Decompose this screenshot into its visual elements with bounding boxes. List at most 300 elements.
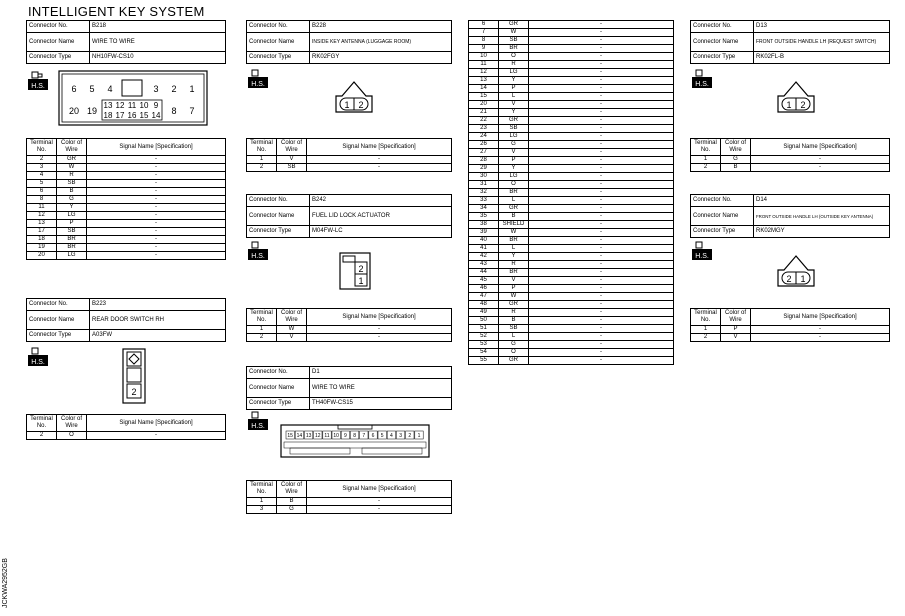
table-row: [691, 334, 890, 342]
signal-name-cell: -: [87, 156, 226, 164]
pin-15: 15: [139, 111, 149, 120]
wire-color-cell: R: [499, 261, 529, 269]
connector-type-value: RK02FGY: [310, 52, 452, 64]
signal-name-cell: -: [529, 197, 674, 205]
terminal-no-cell: 31: [469, 181, 499, 189]
terminal-no-cell: 6: [469, 21, 499, 29]
signal-name-cell: -: [87, 212, 226, 220]
wire-color-cell: G: [721, 156, 751, 164]
terminal-no-cell: 14: [469, 85, 499, 93]
terminal-no-cell: 45: [469, 277, 499, 285]
wire-color-cell: SB: [499, 325, 529, 333]
terminal-no-cell: 54: [469, 349, 499, 357]
wire-color-cell: W: [499, 29, 529, 37]
pin-2: 2: [786, 274, 792, 284]
table-row: [469, 77, 674, 85]
wire-color-cell: G: [57, 196, 87, 204]
wire-color-cell: V: [499, 277, 529, 285]
signal-name-cell: -: [529, 277, 674, 285]
header-color-of-wire: Color of Wire: [721, 139, 751, 156]
table-row: [469, 277, 674, 285]
table-row: [469, 309, 674, 317]
table-row: [469, 117, 674, 125]
terminal-no-cell: 28: [469, 157, 499, 165]
signal-name-cell: -: [529, 125, 674, 133]
signal-name-cell: -: [529, 253, 674, 261]
signal-name-cell: -: [529, 173, 674, 181]
signal-name-cell: -: [529, 325, 674, 333]
terminal-no-cell: 3: [247, 506, 277, 514]
signal-name-cell: -: [529, 221, 674, 229]
wire-color-cell: V: [721, 334, 751, 342]
terminal-no-cell: 9: [469, 45, 499, 53]
connector-face-b223: [122, 348, 146, 404]
terminal-table-b228: [246, 138, 452, 172]
signal-name-cell: -: [87, 432, 226, 440]
table-row: [469, 149, 674, 157]
signal-name-cell: -: [529, 37, 674, 45]
table-row: [469, 333, 674, 341]
wire-color-cell: LG: [57, 252, 87, 260]
connector-type-value: TH40FW-CS15: [310, 398, 452, 410]
connector-info-b218: [26, 20, 226, 64]
terminal-no-cell: 13: [469, 77, 499, 85]
table-row: [691, 156, 890, 164]
signal-name-cell: -: [307, 326, 452, 334]
signal-name-cell: -: [529, 349, 674, 357]
header-signal-name: Signal Name [Specification]: [307, 309, 452, 326]
table-row: [469, 37, 674, 45]
signal-name-cell: -: [87, 188, 226, 196]
header-terminal-no: Terminal No.: [27, 139, 57, 156]
label-connector-name: Connector Name: [247, 33, 310, 52]
terminal-no-cell: 43: [469, 261, 499, 269]
connector-name-value: FRONT OUTSIDE HANDLE LH (OUTSIDE KEY ANTENNA): [754, 207, 890, 226]
connector-name-value: WIRE TO WIRE: [90, 33, 226, 52]
signal-name-cell: -: [307, 498, 452, 506]
wire-color-cell: P: [499, 85, 529, 93]
signal-name-cell: -: [529, 85, 674, 93]
signal-name-cell: -: [529, 317, 674, 325]
terminal-no-cell: 11: [469, 61, 499, 69]
connector-name-value: INSIDE KEY ANTENNA (LUGGAGE ROOM): [310, 33, 452, 52]
table-row: [247, 164, 452, 172]
signal-name-cell: -: [529, 341, 674, 349]
pin-1: 1: [344, 100, 350, 110]
label-connector-no: Connector No.: [691, 21, 754, 33]
terminal-no-cell: 10: [469, 53, 499, 61]
terminal-no-cell: 41: [469, 245, 499, 253]
signal-name-cell: -: [529, 109, 674, 117]
wire-color-cell: GR: [499, 301, 529, 309]
wire-color-cell: BR: [499, 45, 529, 53]
terminal-no-cell: 17: [27, 228, 57, 236]
signal-name-cell: -: [529, 237, 674, 245]
signal-name-cell: -: [529, 333, 674, 341]
label-connector-no: Connector No.: [247, 195, 310, 207]
terminal-no-cell: 33: [469, 197, 499, 205]
signal-name-cell: -: [87, 204, 226, 212]
table-row: [469, 189, 674, 197]
terminal-no-cell: 2: [247, 334, 277, 342]
hs-icon-label: H.S.: [695, 81, 709, 88]
signal-name-cell: -: [529, 213, 674, 221]
wire-color-cell: P: [499, 285, 529, 293]
table-row: [27, 220, 226, 228]
signal-name-cell: -: [529, 29, 674, 37]
label-connector-type: Connector Type: [691, 52, 754, 64]
signal-name-cell: -: [529, 149, 674, 157]
signal-name-cell: -: [529, 261, 674, 269]
signal-name-cell: -: [307, 164, 452, 172]
pin-4: 4: [107, 84, 113, 94]
table-row: [469, 221, 674, 229]
terminal-no-cell: 34: [469, 205, 499, 213]
pin-2: 2: [171, 84, 177, 94]
table-row: [469, 317, 674, 325]
wire-color-cell: BR: [57, 244, 87, 252]
label-connector-type: Connector Type: [247, 226, 310, 238]
terminal-no-cell: 2: [691, 334, 721, 342]
wire-color-cell: BR: [57, 236, 87, 244]
wire-color-cell: LG: [499, 173, 529, 181]
terminal-no-cell: 18: [27, 236, 57, 244]
signal-name-cell: -: [529, 69, 674, 77]
table-row: [469, 245, 674, 253]
wire-color-cell: P: [721, 326, 751, 334]
pin-13: 13: [103, 101, 113, 110]
wire-color-cell: G: [499, 341, 529, 349]
wire-color-cell: Y: [499, 77, 529, 85]
wire-color-cell: W: [277, 326, 307, 334]
wire-color-cell: V: [499, 149, 529, 157]
terminal-no-cell: 15: [469, 93, 499, 101]
table-row: [691, 326, 890, 334]
table-row: [469, 85, 674, 93]
connector-face-b218: [58, 70, 208, 126]
wire-color-cell: O: [499, 181, 529, 189]
pin-19: 19: [86, 106, 98, 116]
header-signal-name: Signal Name [Specification]: [751, 309, 890, 326]
table-row: [469, 29, 674, 37]
terminal-no-cell: 20: [469, 101, 499, 109]
table-row: [469, 173, 674, 181]
signal-name-cell: -: [529, 269, 674, 277]
connector-face-d14: [776, 254, 816, 290]
signal-name-cell: -: [529, 157, 674, 165]
signal-name-cell: -: [87, 236, 226, 244]
terminal-no-cell: 48: [469, 301, 499, 309]
connector-name-value: FRONT OUTSIDE HANDLE LH (REQUEST SWITCH): [754, 33, 890, 52]
terminal-table-d13: [690, 138, 890, 172]
table-row: [27, 244, 226, 252]
connector-info-d14: [690, 194, 890, 238]
table-row: [27, 180, 226, 188]
connector-type-value: NH10FW-CS10: [90, 52, 226, 64]
table-row: [469, 325, 674, 333]
wire-color-cell: Y: [499, 165, 529, 173]
table-row: [469, 93, 674, 101]
table-row: [469, 101, 674, 109]
signal-name-cell: -: [529, 205, 674, 213]
wire-color-cell: LG: [499, 69, 529, 77]
pin-4: 4: [390, 433, 393, 439]
label-connector-no: Connector No.: [247, 367, 310, 379]
table-row: [469, 125, 674, 133]
wire-color-cell: BR: [499, 269, 529, 277]
signal-name-cell: -: [751, 334, 890, 342]
table-row: [27, 188, 226, 196]
signal-name-cell: -: [751, 164, 890, 172]
table-row: [691, 164, 890, 172]
wire-color-cell: O: [57, 432, 87, 440]
wire-color-cell: SB: [57, 180, 87, 188]
hs-icon-label: H.S.: [251, 81, 265, 88]
header-terminal-no: Terminal No.: [691, 139, 721, 156]
terminal-no-cell: 1: [247, 498, 277, 506]
wire-color-cell: P: [499, 157, 529, 165]
wire-color-cell: V: [277, 156, 307, 164]
hs-icon-label: H.S.: [31, 359, 45, 366]
terminal-no-cell: 51: [469, 325, 499, 333]
terminal-no-cell: 1: [247, 326, 277, 334]
hs-icon-label: H.S.: [31, 83, 45, 90]
table-row: [247, 334, 452, 342]
table-row: [469, 205, 674, 213]
connector-face-d13: [776, 80, 816, 116]
connector-info-d1: [246, 366, 452, 410]
wire-color-cell: BR: [499, 189, 529, 197]
table-row: [247, 326, 452, 334]
terminal-no-cell: 47: [469, 293, 499, 301]
table-row: [469, 61, 674, 69]
header-signal-name: Signal Name [Specification]: [87, 139, 226, 156]
wire-color-cell: SB: [499, 125, 529, 133]
wire-color-cell: GR: [499, 357, 529, 365]
terminal-no-cell: 29: [469, 165, 499, 173]
signal-name-cell: -: [87, 172, 226, 180]
table-row: [27, 204, 226, 212]
terminal-no-cell: 42: [469, 253, 499, 261]
pin-3: 3: [153, 84, 159, 94]
signal-name-cell: -: [307, 506, 452, 514]
connector-info-b242: [246, 194, 452, 238]
connector-no-value: D13: [754, 21, 890, 33]
terminal-no-cell: 2: [247, 164, 277, 172]
wire-color-cell: SB: [499, 37, 529, 45]
table-row: [469, 181, 674, 189]
wire-color-cell: GR: [499, 21, 529, 29]
wire-color-cell: R: [499, 61, 529, 69]
signal-name-cell: -: [529, 141, 674, 149]
header-color-of-wire: Color of Wire: [57, 139, 87, 156]
terminal-table-d1: [246, 480, 452, 514]
label-connector-name: Connector Name: [247, 207, 310, 226]
header-terminal-no: Terminal No.: [247, 139, 277, 156]
table-row: [469, 237, 674, 245]
terminal-no-cell: 38: [469, 221, 499, 229]
label-connector-no: Connector No.: [27, 21, 90, 33]
header-terminal-no: Terminal No.: [247, 481, 277, 498]
wire-color-cell: G: [499, 141, 529, 149]
header-signal-name: Signal Name [Specification]: [87, 415, 226, 432]
signal-name-cell: -: [87, 164, 226, 172]
terminal-table-d14: [690, 308, 890, 342]
connector-no-value: B228: [310, 21, 452, 33]
wire-color-cell: LG: [499, 133, 529, 141]
signal-name-cell: -: [87, 244, 226, 252]
hs-icon-label: H.S.: [695, 253, 709, 260]
wire-color-cell: B: [277, 498, 307, 506]
table-row: [469, 45, 674, 53]
hs-icon-label: H.S.: [251, 423, 265, 430]
connector-info-d13: [690, 20, 890, 64]
wire-color-cell: L: [499, 197, 529, 205]
pin-17: 17: [115, 111, 125, 120]
harness-side-icon: [28, 346, 48, 366]
pin-1: 1: [358, 276, 364, 286]
wire-color-cell: GR: [499, 117, 529, 125]
signal-name-cell: -: [529, 229, 674, 237]
wire-color-cell: B: [499, 317, 529, 325]
table-row: [27, 164, 226, 172]
wire-color-cell: L: [499, 245, 529, 253]
table-row: [469, 229, 674, 237]
signal-name-cell: -: [87, 180, 226, 188]
table-row: [469, 213, 674, 221]
terminal-no-cell: 49: [469, 309, 499, 317]
wire-color-cell: W: [499, 293, 529, 301]
label-connector-type: Connector Type: [247, 52, 310, 64]
table-row: [469, 69, 674, 77]
terminal-no-cell: 8: [469, 37, 499, 45]
terminal-no-cell: 23: [469, 125, 499, 133]
connector-face-d1: [280, 424, 430, 458]
pin-13: 13: [305, 433, 312, 439]
terminal-no-cell: 2: [27, 432, 57, 440]
signal-name-cell: -: [87, 196, 226, 204]
terminal-no-cell: 32: [469, 189, 499, 197]
pin-9: 9: [153, 101, 159, 110]
terminal-no-cell: 35: [469, 213, 499, 221]
wire-color-cell: Y: [57, 204, 87, 212]
table-row: [27, 156, 226, 164]
wire-color-cell: B: [57, 188, 87, 196]
table-row: [469, 133, 674, 141]
terminal-no-cell: 4: [27, 172, 57, 180]
pin-7: 7: [189, 106, 195, 116]
signal-name-cell: -: [529, 293, 674, 301]
signal-name-cell: -: [529, 21, 674, 29]
label-connector-name: Connector Name: [247, 379, 310, 398]
signal-name-cell: -: [529, 61, 674, 69]
table-row: [469, 269, 674, 277]
connector-name-value: FUEL LID LOCK ACTUATOR: [310, 207, 452, 226]
label-connector-name: Connector Name: [691, 207, 754, 226]
wire-color-cell: R: [499, 309, 529, 317]
pin-7: 7: [362, 433, 366, 439]
table-row: [469, 253, 674, 261]
pin-8: 8: [171, 106, 177, 116]
terminal-no-cell: 3: [27, 164, 57, 172]
header-terminal-no: Terminal No.: [691, 309, 721, 326]
terminal-no-cell: 40: [469, 237, 499, 245]
label-connector-name: Connector Name: [691, 33, 754, 52]
terminal-no-cell: 13: [27, 220, 57, 228]
terminal-no-cell: 53: [469, 341, 499, 349]
wire-color-cell: O: [499, 349, 529, 357]
wire-color-cell: W: [499, 229, 529, 237]
header-color-of-wire: Color of Wire: [277, 139, 307, 156]
terminal-no-cell: 12: [469, 69, 499, 77]
table-row: [469, 165, 674, 173]
terminal-no-cell: 1: [247, 156, 277, 164]
signal-name-cell: -: [751, 326, 890, 334]
header-color-of-wire: Color of Wire: [721, 309, 751, 326]
signal-name-cell: -: [87, 228, 226, 236]
terminal-no-cell: 20: [27, 252, 57, 260]
table-row: [469, 349, 674, 357]
wire-color-cell: SB: [57, 228, 87, 236]
terminal-no-cell: 19: [27, 244, 57, 252]
signal-name-cell: -: [529, 101, 674, 109]
harness-side-icon: [248, 410, 268, 430]
terminal-no-cell: 26: [469, 141, 499, 149]
signal-name-cell: -: [307, 156, 452, 164]
pin-18: 18: [103, 111, 113, 120]
header-signal-name: Signal Name [Specification]: [307, 139, 452, 156]
pin-2: 2: [131, 387, 137, 397]
terminal-table-d1-continued: [468, 20, 674, 365]
connector-name-value: REAR DOOR SWITCH RH: [90, 311, 226, 330]
label-connector-type: Connector Type: [27, 330, 90, 342]
signal-name-cell: -: [87, 252, 226, 260]
pin-10: 10: [333, 433, 339, 439]
connector-no-value: D14: [754, 195, 890, 207]
connector-face-b228: [334, 80, 374, 116]
connector-type-value: RK02FL-B: [754, 52, 890, 64]
signal-name-cell: -: [529, 309, 674, 317]
pin-12: 12: [315, 433, 321, 439]
table-row: [469, 341, 674, 349]
table-row: [27, 228, 226, 236]
terminal-no-cell: 6: [27, 188, 57, 196]
wire-color-cell: O: [499, 53, 529, 61]
table-row: [247, 506, 452, 514]
connector-name-value: WIRE TO WIRE: [310, 379, 452, 398]
table-row: [247, 498, 452, 506]
connector-type-value: RK02MGY: [754, 226, 890, 238]
pin-5: 5: [89, 84, 95, 94]
table-row: [469, 21, 674, 29]
header-color-of-wire: Color of Wire: [277, 481, 307, 498]
signal-name-cell: -: [87, 220, 226, 228]
header-color-of-wire: Color of Wire: [57, 415, 87, 432]
signal-name-cell: -: [529, 189, 674, 197]
connector-info-b228: [246, 20, 452, 64]
terminal-no-cell: 50: [469, 317, 499, 325]
terminal-table-b242: [246, 308, 452, 342]
hs-icon-label: H.S.: [251, 253, 265, 260]
pin-9: 9: [344, 433, 347, 439]
wire-color-cell: SB: [277, 164, 307, 172]
terminal-no-cell: 2: [27, 156, 57, 164]
wire-color-cell: BR: [499, 237, 529, 245]
wire-color-cell: V: [499, 101, 529, 109]
pin-8: 8: [353, 433, 356, 439]
connector-no-value: B223: [90, 299, 226, 311]
terminal-table-b218: [26, 138, 226, 260]
